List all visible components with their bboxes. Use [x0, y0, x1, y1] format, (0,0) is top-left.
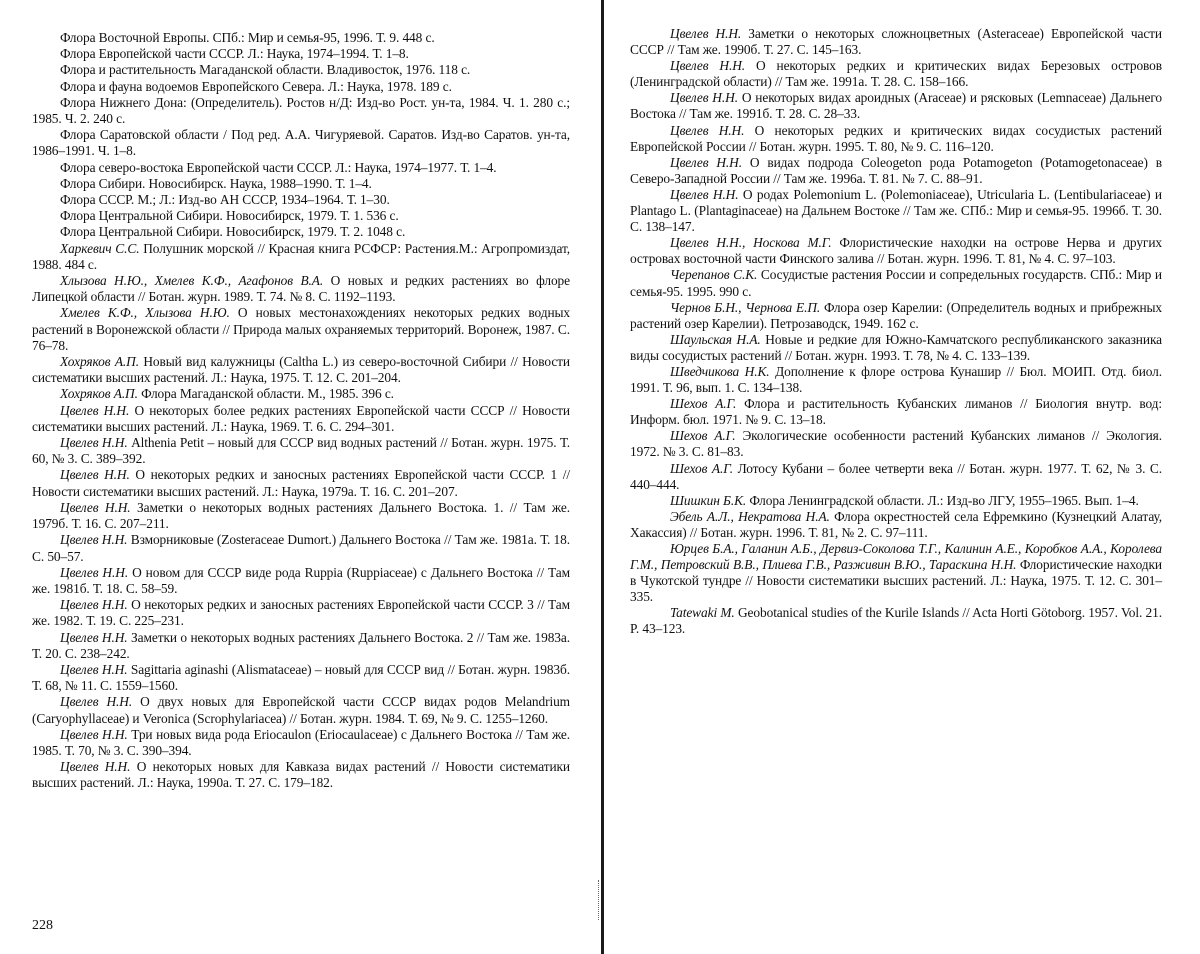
bibliography-entry — [630, 155, 1162, 187]
entry-text: Новый вид калужницы (Caltha L.) из северо-восточной Сибири // Новости систематики высших растений. Л.: Наука, 1975. Т. 12. С. 201–204. — [32, 354, 570, 385]
entry-text: О некоторых редких и критических видах сосудистых растений Европейской России // Ботан. журн. 1995. Т. 80, № 9. С. 116–120. — [630, 123, 1162, 154]
entry-text: Взморниковые (Zosteraceae Dumort.) Дальнего Востока // Там же. 1981а. Т. 18. С. 50–57. — [32, 532, 570, 563]
entry-text: Флора северо-востока Европейской части СССР. Л.: Наука, 1974–1977. Т. 1–4. — [60, 160, 497, 175]
entry-author: Цвелев Н.Н. — [670, 187, 739, 202]
bibliography-entry — [32, 565, 570, 597]
entry-text: Флора Саратовской области / Под ред. А.А. Чигуряевой. Саратов. Изд-во Саратов. ун-та, 1986–1991. Ч. 1–8. — [32, 127, 570, 158]
entry-text: Флора и фауна водоемов Европейского Севера. Л.: Наука, 1978. 189 с. — [60, 79, 452, 94]
entry-text: О видах подрода Coleogeton рода Potamogeton (Potamogetonaceae) в Северо-Западной России // Там же. 1996а. Т. 81. № 7. С. 88–91. — [630, 155, 1162, 186]
entry-text: Флора окрестностей села Ефремкино (Кузнецкий Алатау, Хакассия) // Ботан. журн. 1996. Т. 81, № 2. С. 97–111. — [630, 509, 1162, 540]
bibliography-entry — [32, 662, 570, 694]
bibliography-entry — [630, 461, 1162, 493]
entry-author: Цвелев Н.Н. — [60, 694, 132, 709]
entry-author: Харкевич С.С. — [60, 241, 139, 256]
bibliography-entry — [32, 192, 570, 208]
entry-text: Флора озер Карелии: (Определитель водных и прибрежных растений озер Карелии). Петрозаводск, 1949. 162 с. — [630, 300, 1162, 331]
gutter-mark — [598, 880, 600, 920]
bibliography-entry — [32, 727, 570, 759]
entry-author: Цвелев Н.Н. — [670, 26, 741, 41]
bibliography-entry — [630, 90, 1162, 122]
entry-text: О некоторых редких и заносных растениях Европейской части СССР. 1 // Новости систематики высших растений. Л.: Наука, 1979а. Т. 16. С. 201–207. — [32, 467, 570, 498]
entry-text: О некоторых новых для Кавказа видах растений // Новости систематики высших растений. Л.: Наука, 1990а. Т. 27. С. 179–182. — [32, 759, 570, 790]
bibliography-entry — [32, 224, 570, 240]
entry-author: Хмелев К.Ф., Хлызова Н.Ю. — [60, 305, 230, 320]
entry-author: Хохряков А.П. — [60, 354, 139, 369]
entry-author: Цвелев Н.Н. — [60, 500, 131, 515]
bibliography-entry — [630, 332, 1162, 364]
entry-text: О новых и редких растениях во флоре Липецкой области // Ботан. журн. 1989. Т. 74. № 8. С. 1192–1193. — [32, 273, 570, 304]
entry-author: Цвелев Н.Н. — [670, 90, 738, 105]
entry-author: Цвелев Н.Н. — [60, 597, 128, 612]
entry-text: Флористические находки на острове Нерва и других островах восточной части Финского залива // Ботан. журн. 1996. Т. 81, № 4. С. 97–103. — [630, 235, 1162, 266]
entry-text: Флористические находки в Чукотской тундре // Новости систематики высших растений. Л.: Наука, 1975. Т. 12. С. 301–335. — [630, 557, 1162, 604]
entry-text: Новые и редкие для Южно-Камчатского республиканского заказника виды сосудистых растений // Ботан. журн. 1993. Т. 78, № 4. С. 133–139. — [630, 332, 1162, 363]
bibliography-entry — [630, 541, 1162, 605]
entry-text: Флора Нижнего Дона: (Определитель). Ростов н/Д: Изд-во Рост. ун-та, 1984. Ч. 1. 280 с.; 1985. Ч. 2. 240 с. — [32, 95, 570, 126]
bibliography-entry — [630, 187, 1162, 235]
entry-text: Заметки о некоторых водных растениях Дальнего Востока. 2 // Там же. 1983а. Т. 20. С. 238–242. — [32, 630, 570, 661]
entry-text: О новых местонахождениях некоторых редких водных растений в Воронежской области // Природа малых охраняемых территорий. Воронеж, 1987. С. 76–78. — [32, 305, 570, 352]
bibliography-entry — [32, 79, 570, 95]
entry-author: Шехов А.Г. — [670, 396, 736, 411]
entry-text: Geobotanical studies of the Kurile Islands // Acta Horti Götoborg. 1957. Vol. 21. P. 43–123. — [630, 605, 1162, 636]
bibliography-entry — [32, 354, 570, 386]
bibliography-entry — [32, 127, 570, 159]
bibliography-entry — [630, 605, 1162, 637]
bibliography-entry — [32, 305, 570, 354]
entry-text: Флора Ленинградской области. Л.: Изд-во ЛГУ, 1955–1965. Вып. 1–4. — [746, 493, 1139, 508]
entry-author: Шаульская Н.А. — [670, 332, 761, 347]
entry-text: Сосудистые растения России и сопредельных государств. СПб.: Мир и семья-95. 1995. 990 с. — [630, 267, 1162, 298]
bibliography-entry — [630, 300, 1162, 332]
entry-text: Флора Центральной Сибири. Новосибирск, 1979. Т. 1. 536 с. — [60, 208, 399, 223]
bibliography-entry — [32, 435, 570, 467]
entry-author: Цвелев Н.Н. — [670, 155, 742, 170]
right-page — [612, 0, 1200, 954]
entry-author: Шишкин Б.К. — [670, 493, 746, 508]
entry-author: Шведчикова Н.К. — [670, 364, 770, 379]
entry-author: Цвелев Н.Н. — [60, 565, 128, 580]
entry-text: О некоторых видах ароидных (Araceae) и рясковых (Lemnaceae) Дальнего Востока // Там же. 1991б. Т. 28. С. 28–33. — [630, 90, 1162, 121]
entry-text: Флора Магаданской области. М., 1985. 396 с. — [138, 386, 394, 401]
entry-author: Цвелев Н.Н. — [60, 467, 130, 482]
entry-author: Цвелев Н.Н. — [670, 123, 744, 138]
left-page — [0, 0, 600, 954]
bibliography-entry — [630, 267, 1162, 299]
entry-text: Флора Сибири. Новосибирск. Наука, 1988–1990. Т. 1–4. — [60, 176, 372, 191]
left-bibliography-list — [32, 30, 570, 792]
bibliography-entry — [32, 597, 570, 629]
entry-text: О двух новых для Европейской части СССР видах родов Melandrium (Caryophyllaceae) и Veronica (Scrophylariacea) // Ботан. журн. 1984. Т. 69, № 9. С. 1255–1260. — [32, 694, 570, 725]
entry-text: О родах Polemonium L. (Polemoniaceae), Utricularia L. (Lentibulariaceae) и Plantago L. (Plantaginaceae) на Дальнем Востоке // Там же. СПб.: Мир и семья-95. 1996б. Т. 30. С. 138–147. — [630, 187, 1162, 234]
entry-text: Флора Центральной Сибири. Новосибирск, 1979. Т. 2. 1048 с. — [60, 224, 405, 239]
bibliography-entry — [32, 30, 570, 46]
entry-author: Цвелев Н.Н. — [60, 435, 128, 450]
bibliography-entry — [630, 58, 1162, 90]
entry-author: Цвелев Н.Н. — [60, 532, 127, 547]
entry-text: Флора Восточной Европы. СПб.: Мир и семья-95, 1996. Т. 9. 448 с. — [60, 30, 435, 45]
bibliography-entry — [32, 46, 570, 62]
entry-text: О некоторых редких и критических видах Березовых островов (Ленинградской области) // Там же. 1991а. Т. 28. С. 158–166. — [630, 58, 1162, 89]
bibliography-entry — [32, 386, 570, 402]
right-bibliography-list — [630, 26, 1162, 638]
entry-author: Цвелев Н.Н., Носкова М.Г. — [670, 235, 832, 250]
entry-author: Черепанов С.К. — [670, 267, 757, 282]
bibliography-entry — [630, 509, 1162, 541]
bibliography-entry — [32, 95, 570, 127]
entry-author: Цвелев Н.Н. — [60, 662, 127, 677]
bibliography-entry — [32, 467, 570, 499]
bibliography-entry — [32, 273, 570, 305]
entry-text: Флора и растительность Кубанских лиманов // Биология внутр. вод: Информ. бюл. 1971. № 9. С. 13–18. — [630, 396, 1162, 427]
bibliography-entry — [32, 630, 570, 662]
entry-text: Экологические особенности растений Кубанских лиманов // Экология. 1972. № 3. С. 81–83. — [630, 428, 1162, 459]
bibliography-entry — [630, 26, 1162, 58]
bibliography-entry — [630, 428, 1162, 460]
bibliography-entry — [630, 396, 1162, 428]
entry-text: Флора и растительность Магаданской области. Владивосток, 1976. 118 с. — [60, 62, 470, 77]
bibliography-entry — [630, 123, 1162, 155]
bibliography-entry — [630, 364, 1162, 396]
entry-text: Sagittaria aginashi (Alismataceae) – новый для СССР вид // Ботан. журн. 1983б. Т. 68, № 11. С. 1559–1560. — [32, 662, 570, 693]
entry-author: Чернов Б.Н., Чернова Е.П. — [670, 300, 820, 315]
entry-text: О некоторых более редких растениях Европейской части СССР // Новости систематики высших растений. Л.: Наука, 1969. Т. 6. С. 294–301. — [32, 403, 570, 434]
entry-text: Дополнение к флоре острова Кунашир // Бюл. МОИП. Отд. биол. 1991. Т. 96, вып. 1. С. 134–138. — [630, 364, 1162, 395]
bibliography-entry — [32, 208, 570, 224]
entry-author: Юрцев Б.А., Галанин А.Б., Дервиз-Соколова Т.Г., Калинин А.Е., Коробков А.А., Королева Г.М., Петровский В.В., Плиева Г.В., Разживин В.Ю., Тараскина Н.Н. — [630, 541, 1162, 572]
page-number: 228 — [32, 918, 53, 934]
bibliography-entry — [32, 176, 570, 192]
entry-text: Три новых вида рода Eriocaulon (Eriocaulaceae) с Дальнего Востока // Там же. 1985. Т. 70, № 3. С. 390–394. — [32, 727, 570, 758]
entry-author: Хохряков А.П. — [60, 386, 138, 401]
entry-author: Tatewaki M. — [670, 605, 735, 620]
entry-text: О некоторых редких и заносных растениях Европейской части СССР. 3 // Там же. 1982. Т. 19. С. 225–231. — [32, 597, 570, 628]
entry-author: Шехов А.Г. — [670, 428, 735, 443]
entry-text: Заметки о некоторых водных растениях Дальнего Востока. 1. // Там же. 1979б. Т. 16. С. 207–211. — [32, 500, 570, 531]
bibliography-entry — [32, 694, 570, 726]
entry-text: Althenia Petit – новый для СССР вид водных растений // Ботан. журн. 1975. Т. 60, № 3. С. 389–392. — [32, 435, 570, 466]
bibliography-entry — [32, 759, 570, 791]
entry-author: Цвелев Н.Н. — [60, 403, 129, 418]
entry-author: Цвелев Н.Н. — [60, 759, 130, 774]
entry-text: Флора Европейской части СССР. Л.: Наука, 1974–1994. Т. 1–8. — [60, 46, 409, 61]
bibliography-entry — [630, 493, 1162, 509]
bibliography-entry — [32, 160, 570, 176]
bibliography-entry — [630, 235, 1162, 267]
entry-text: Лотосу Кубани – более четверти века // Ботан. журн. 1977. Т. 62, № 3. С. 440–444. — [630, 461, 1162, 492]
entry-text: Полушник морской // Красная книга РСФСР: Растения.М.: Агропромиздат, 1988. 484 с. — [32, 241, 570, 272]
entry-text: Заметки о некоторых сложноцветных (Asteraceae) Европейской части СССР // Там же. 1990б. Т. 27. С. 145–163. — [630, 26, 1162, 57]
entry-author: Эбель А.Л., Некратова Н.А. — [670, 509, 830, 524]
bibliography-entry — [32, 532, 570, 564]
bibliography-entry — [32, 403, 570, 435]
bibliography-entry — [32, 62, 570, 78]
entry-author: Шехов А.Г. — [670, 461, 733, 476]
entry-text: Флора СССР. М.; Л.: Изд-во АН СССР, 1934–1964. Т. 1–30. — [60, 192, 390, 207]
page-gutter-divider — [601, 0, 604, 954]
bibliography-entry — [32, 500, 570, 532]
entry-author: Цвелев Н.Н. — [60, 727, 128, 742]
entry-author: Цвелев Н.Н. — [60, 630, 128, 645]
entry-author: Цвелев Н.Н. — [670, 58, 745, 73]
entry-text: О новом для СССР виде рода Ruppia (Ruppiaceae) с Дальнего Востока // Там же. 1981б. Т. 18. С. 58–59. — [32, 565, 570, 596]
entry-author: Хлызова Н.Ю., Хмелев К.Ф., Агафонов В.А. — [60, 273, 323, 288]
bibliography-entry — [32, 241, 570, 273]
